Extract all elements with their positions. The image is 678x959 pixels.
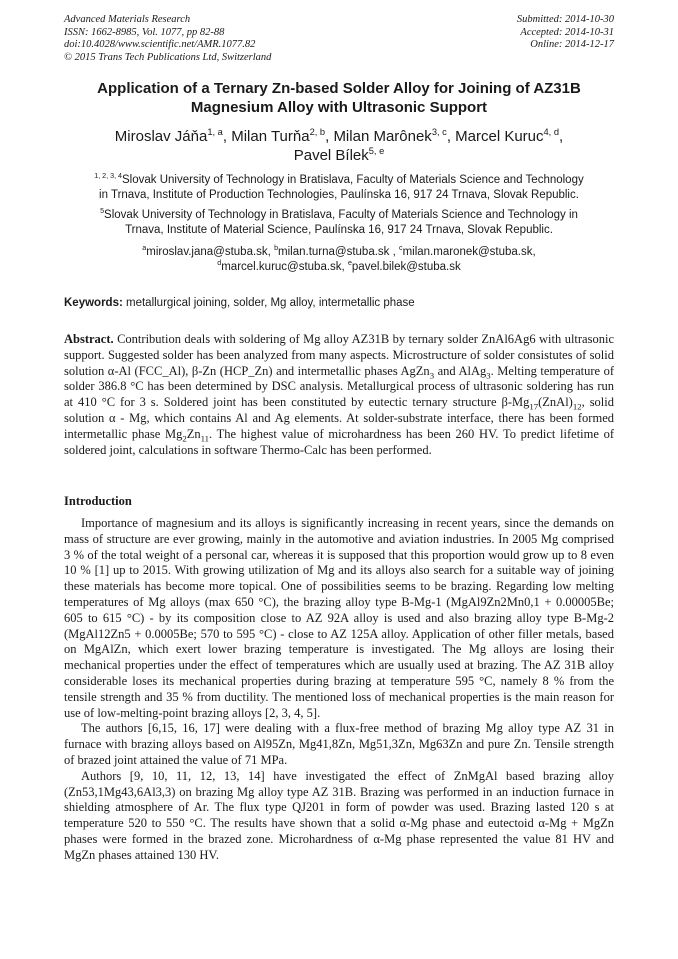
author-name: Milan Marônek	[333, 128, 432, 145]
email-link[interactable]: pavel.bilek@stuba.sk	[351, 261, 461, 273]
paragraph: The authors [6,15, 16, 17] were dealing with a flux-free method of brazing Mg alloy type AZ 31 in furnace with brazing alloys based on Al95Zn, Mg41,8Zn, Mg51,3Zn, Mg63Zn and pure Zn. Tensile strength of brazed joint attained the value of 71 MPa.	[64, 721, 614, 767]
paragraph: Importance of magnesium and its alloys is significantly increasing in recent years, since the demands on mass of structure are ever growing, mainly in the automotive and aviation industries. In 2005 Mg comprised 3 % of the total weight of a personal car, whereas it is supposed that this proportion would grow up to 8 even 10 % [1] up to 2015. With growing utilization of Mg and its alloys also search for a suitable way of joining these materials has become more topical. One of possibilities seems to be brazing. Regarding low melting temperatures of Mg alloys (max 650 °C), the brazing alloy type B-Mg-1 (MgAl9Zn2Mn0,1 + 0.00005Be; 605 to 615 °C) - by its composition close to AZ 92A alloy is used and also brazing alloy type B-Mg-2 (MgAl12Zn5 + 0.0005Be; 570 to 595 °C) - close to AZ 125A alloy. Application of other filler metals, based on MgAlZn, which exert lower brazing temperature is investigated. The Mg alloys are losing their mechanical properties under the effect of temperatures which are usually used at brazing. The AZ 31B alloy considerable loses its mechanical properties during brazing at temperature 595 °C, namely 8 % from the tensile strength and 35 % from ductility. The mentioned loss of mechanical properties is the main reason for use of low-melting-point brazing alloys [2, 3, 4, 5].	[64, 516, 614, 720]
affiliation-sup: 1, 2, 3, 4	[94, 172, 122, 181]
email-link[interactable]: milan.maronek@stuba.sk	[402, 246, 533, 258]
submitted-date: Submitted: 2014-10-30	[516, 14, 614, 25]
author-name: Milan Turňa	[231, 128, 310, 145]
abstract: Abstract. Contribution deals with soldering of Mg alloy AZ31B by ternary solder ZnAl6Ag6 with ultrasonic support. Suggested solder has been analyzed from many aspects. Microstructure of solder consistutes of solid solution α-Al (FCC_Al), β-Zn (HCP_Zn) and intermetallic phases AgZn$_3$ and AlAg$_3$. Melting temperature of solder 386.8 °C has been determined by DSC analysis. Metallurgical process of ultrasonic soldering has run at 410 °C for 3 s. Soldered joint has been constituted by eutectic ternary structure $\beta-Mg_{17}(ZnAl)_{12}$, solid solution α - Mg, which contains Al and Ag elements. At solder-substrate interface, there has been formed intermetallic phase $Mg_2Zn_{11}$. The highest value of microhardness has been 260 HV. To predict lifetime of soldered joint, calculations in software Thermo-Calc has been performed.	[64, 332, 615, 457]
email-link[interactable]: miroslav.jana@stuba.sk	[146, 246, 268, 258]
accepted-date: Accepted: 2014-10-31	[520, 26, 614, 38]
section-heading-introduction: Introduction	[64, 494, 132, 508]
journal-doi: doi:10.4028/www.scientific.net/AMR.1077.82	[64, 39, 256, 50]
journal-issn: ISSN: 1662-8985, Vol. 1077, pp 82-88	[64, 26, 225, 38]
paragraph: Authors [9, 10, 11, 12, 13, 14] have investigated the effect of ZnMgAl based brazing alloy (Zn53,1Mg43,6Al3,3) on brazing Mg alloy type AZ 31B. Brazing was performed in an induction furnace in shielding atmosphere of Ar. The flux type QJ201 in form of powder was used. Brazing lasted 120 s at temperature 520 to 550 °C. The results have shown that a solid α-Mg phase and eutectoid α-Mg + MgZn phases were formed in the brazed zone. Microhardness of α-Mg phase represented the value 81 HV and MgZn phases attained 130 HV.	[64, 768, 614, 862]
affiliation-sup: 5	[100, 207, 105, 216]
author-name: Miroslav Jáňa	[114, 128, 208, 145]
email-list: $^a$miroslav.jana@stuba.sk, $^b$milan.turna@stuba.sk , $^c$milan.maronek@stuba.sk, $^d$marcel.kuruc@stuba.sk, $^e$pavel.bilek@stuba.sk	[142, 244, 536, 273]
title-line-1: Application of a Ternary Zn-based Solder Alloy for Joining of AZ31B	[97, 80, 581, 97]
journal-copyright: © 2015 Trans Tech Publications Ltd, Switzerland	[64, 51, 272, 63]
keywords-text: metallurgical joining, solder, Mg alloy, intermetallic phase	[126, 297, 415, 309]
journal-name: Advanced Materials Research	[64, 14, 191, 25]
affiliation-1: $^{1, 2, 3, 4}$Slovak University of Technology in Bratislava, Faculty of Materials Science and Technology in Trnava, Institute of Production Technologies, Paulínska 16, 917 24 Trnava, Slovak Republic.	[94, 172, 584, 201]
author-name: Marcel Kuruc	[455, 128, 544, 145]
author-list: Miroslav Jáňa$^{1, a}$, Milan Turňa$^{2, b}$, Milan Marônek$^{3, c}$, Marcel Kuruc$^{4, d}$, Pavel Bílek$^{5, e}$	[114, 127, 564, 164]
author-sup: 4, d	[543, 127, 560, 137]
journal-info	[64, 14, 271, 64]
keywords-label: Keywords:	[64, 297, 123, 309]
author-name: Pavel Bílek	[293, 147, 369, 164]
title-line-2: Magnesium Alloy with Ultrasonic Support	[190, 99, 488, 116]
email-link[interactable]: milan.turna@stuba.sk	[278, 246, 390, 258]
keywords	[64, 296, 614, 311]
publication-dates	[517, 14, 614, 52]
paper-title	[64, 79, 614, 117]
author-sup: 2, b	[309, 127, 326, 137]
author-sup: 3, c	[431, 127, 447, 137]
affiliation-2: $^5$Slovak University of Technology in Bratislava, Faculty of Materials Science and Technology in Trnava, Institute of Material Science, Paulínska 16, 917 24 Trnava, Slovak Republic.	[100, 207, 578, 236]
author-sup: 5, e	[368, 146, 385, 156]
email-link[interactable]: marcel.kuruc@stuba.sk	[221, 261, 342, 273]
online-date: Online: 2014-12-17	[530, 39, 614, 50]
author-sup: 1, a	[207, 127, 223, 137]
abstract-label: Abstract.	[64, 332, 114, 346]
introduction-body	[64, 516, 614, 864]
